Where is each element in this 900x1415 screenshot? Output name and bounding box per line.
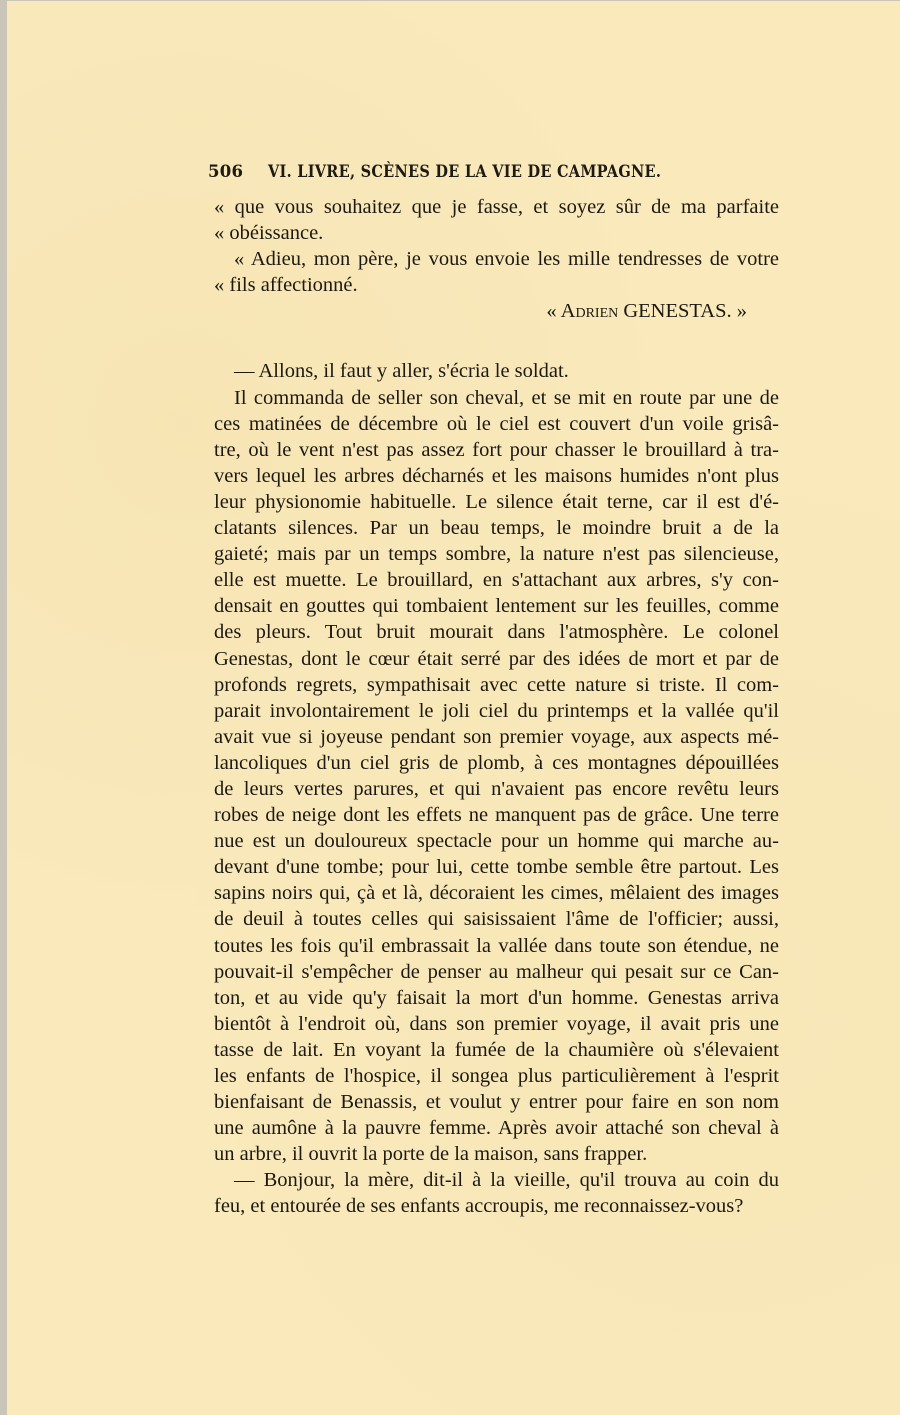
text-block [214, 194, 779, 1220]
text-line: feu, et entourée de ses enfants accroupis, me reconnaissez-vous? [214, 1195, 744, 1218]
running-header [208, 158, 780, 188]
text-line: un arbre, il ouvrit la porte de la maison, sans frapper. [214, 1143, 648, 1166]
text-line: bientôt à l'endroit où, dans son premier voyage, il avait pris une [214, 1012, 779, 1035]
text-line: bienfaisant de Benassis, et voulut y entrer pour faire en son nom [214, 1091, 779, 1114]
text-line: leur physionomie habituelle. Le silence était terne, car il est d'é- [214, 490, 779, 513]
text-line: gaieté; mais par un temps sombre, la nature n'est pas silencieuse, [214, 543, 779, 566]
text-line: densait en gouttes qui tombaient lentement sur les feuilles, comme [214, 595, 779, 618]
text-line: profonds regrets, sympathisait avec cette nature si triste. Il com- [214, 673, 779, 696]
text-line: des pleurs. Tout bruit mourait dans l'atmosphère. Le colonel [214, 621, 779, 644]
text-line: « obéissance. [214, 222, 324, 245]
text-line: « que vous souhaitez que je fasse, et soyez sûr de ma parfaite [214, 196, 779, 218]
paragraph [214, 1167, 779, 1219]
text-line: sapins noirs qui, çà et là, décoraient les cimes, mêlaient des images [214, 882, 779, 905]
text-line: avait vue si joyeuse pendant son premier voyage, aux aspects mé- [214, 725, 779, 748]
paragraph [214, 385, 779, 1168]
text-line: clatants silences. Par un beau temps, le moindre bruit a de la [214, 517, 779, 540]
text-line: Il commanda de seller son cheval, et se mit en route par une de [234, 386, 779, 409]
letter-closing [214, 194, 779, 324]
text-line: robes de neige dont les effets ne manquent pas de grâce. Une terre [214, 804, 779, 827]
text-line: nue est un douloureux spectacle pour un homme qui marche au- [214, 830, 779, 853]
text-line: ces matinées de décembre où le ciel est couvert d'un voile grisâ- [214, 412, 779, 435]
text-line: pouvait-il s'empêcher de penser au malheur qui pesait sur ce Can- [214, 960, 779, 983]
text-line: — Allons, il faut y aller, s'écria le soldat. [234, 360, 569, 383]
text-line: toutes les fois qu'il embrassait la vallée dans toute son étendue, ne [214, 934, 779, 957]
text-line: parait involontairement le joli ciel du printemps et la vallée qu'il [214, 699, 779, 722]
letter-signature: « Adrien GENESTAS. » [546, 300, 747, 323]
text-line: devant d'une tombe; pour lui, cette tombe semble être partout. Les [214, 856, 779, 879]
section-spacer [214, 324, 779, 358]
text-line: Genestas, dont le cœur était serré par des idées de mort et par de [214, 647, 779, 670]
text-line: tasse de lait. En voyant la fumée de la chaumière où s'élevaient [214, 1038, 779, 1061]
text-line: lancoliques d'un ciel gris de plomb, à ces montagnes dépouillées [214, 751, 779, 774]
text-line: vers lequel les arbres décharnés et les maisons humides n'ont plus [214, 464, 779, 487]
text-line: — Bonjour, la mère, dit-il à la vieille, qu'il trouva au coin du [234, 1169, 779, 1192]
page-number: 506 [208, 162, 244, 181]
paragraph [214, 358, 779, 384]
text-line: ton, et au vide qu'y faisait la mort d'un homme. Genestas arriva [214, 986, 779, 1009]
running-title: VI. LIVRE, SCÈNES DE LA VIE DE CAMPAGNE. [268, 162, 662, 181]
text-line: « Adieu, mon père, je vous envoie les mille tendresses de votre [234, 248, 779, 271]
text-line: les enfants de l'hospice, il songea plus particulièrement à l'esprit [214, 1065, 779, 1087]
text-line: une aumône à la pauvre femme. Après avoir attaché son cheval à [214, 1117, 779, 1140]
text-line: tre, où le vent n'est pas assez fort pour chasser le brouillard à tra- [214, 438, 779, 461]
text-line: elle est muette. Le brouillard, en s'attachant aux arbres, s'y con- [214, 569, 779, 592]
book-page [7, 1, 900, 1415]
text-line: « fils affectionné. [214, 274, 358, 297]
text-line: de deuil à toutes celles qui saisissaient l'âme de l'officier; aussi, [214, 908, 779, 931]
text-line: de leurs vertes parures, et qui n'avaient pas encore revêtu leurs [214, 777, 779, 800]
